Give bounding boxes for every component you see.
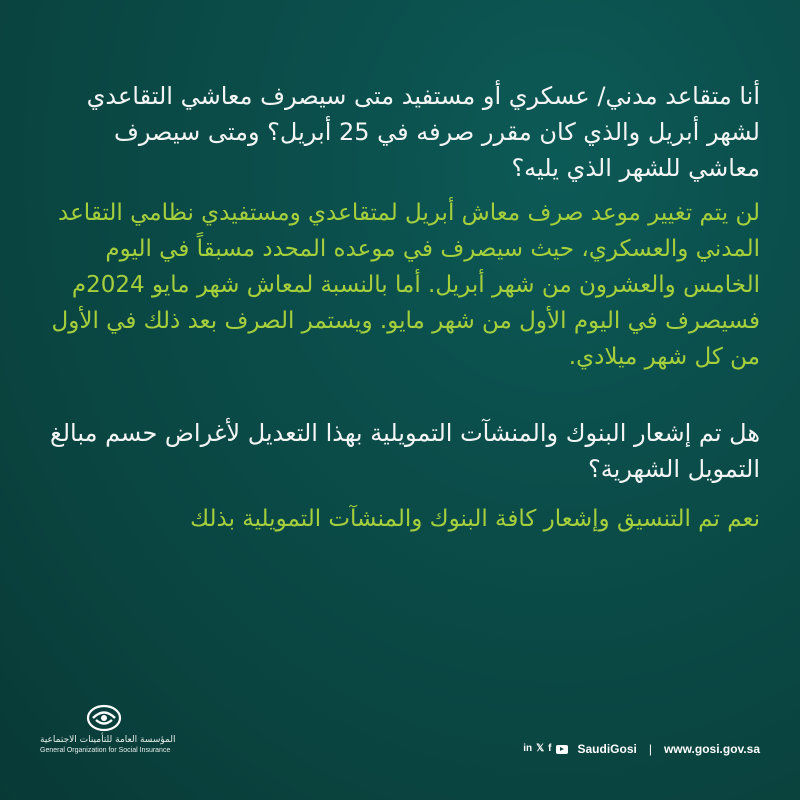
facebook-icon[interactable]: f [548, 743, 552, 754]
logo-name-english: General Organization for Social Insurance [40, 747, 171, 754]
linkedin-icon[interactable]: in [523, 743, 533, 754]
x-icon[interactable]: 𝕏 [536, 743, 545, 754]
social-icons [523, 743, 567, 755]
youtube-icon[interactable] [556, 745, 568, 754]
answer-2: نعم تم التنسيق وإشعار كافة البنوك والمنشآت التمويلية بذلك [190, 506, 760, 532]
logo-name-arabic: المؤسسة العامة للتأمينات الاجتماعية [40, 735, 176, 745]
footer-contact [523, 742, 760, 756]
question-1: أنا متقاعد مدني/ عسكري أو مستفيد متى سيصرف معاشي التقاعدي لشهر أبريل والذي كان مقرر صرفه في 25 أبريل؟ ومتى سيصرف معاشي للشهر الذي يليه؟ [86, 82, 760, 182]
gosi-logo [40, 703, 220, 763]
website-link[interactable]: www.gosi.gov.sa [663, 742, 760, 756]
answer-1: لن يتم تغيير موعد صرف معاش أبريل لمتقاعدي ومستفيدي نظامي التقاعد المدني والعسكري، حيث سيصرف في موعده المحدد مسبقاً في اليوم الخامس والعشرون من شهر أبريل. أما بالنسبة لمعاش شهر مايو 2024م فسيصرف في اليوم الأول من شهر مايو. ويستمر الصرف بعد ذلك في الأول من كل شهر ميلادي. [51, 200, 760, 370]
gosi-logo-icon [86, 703, 122, 733]
faq-content [40, 78, 760, 537]
question-2: هل تم إشعار البنوك والمنشآت التمويلية بهذا التعديل لأغراض حسم مبالغ التمويل الشهرية؟ [49, 419, 760, 483]
footer-separator: | [648, 742, 652, 756]
social-handle[interactable]: SaudiGosi [577, 742, 637, 756]
